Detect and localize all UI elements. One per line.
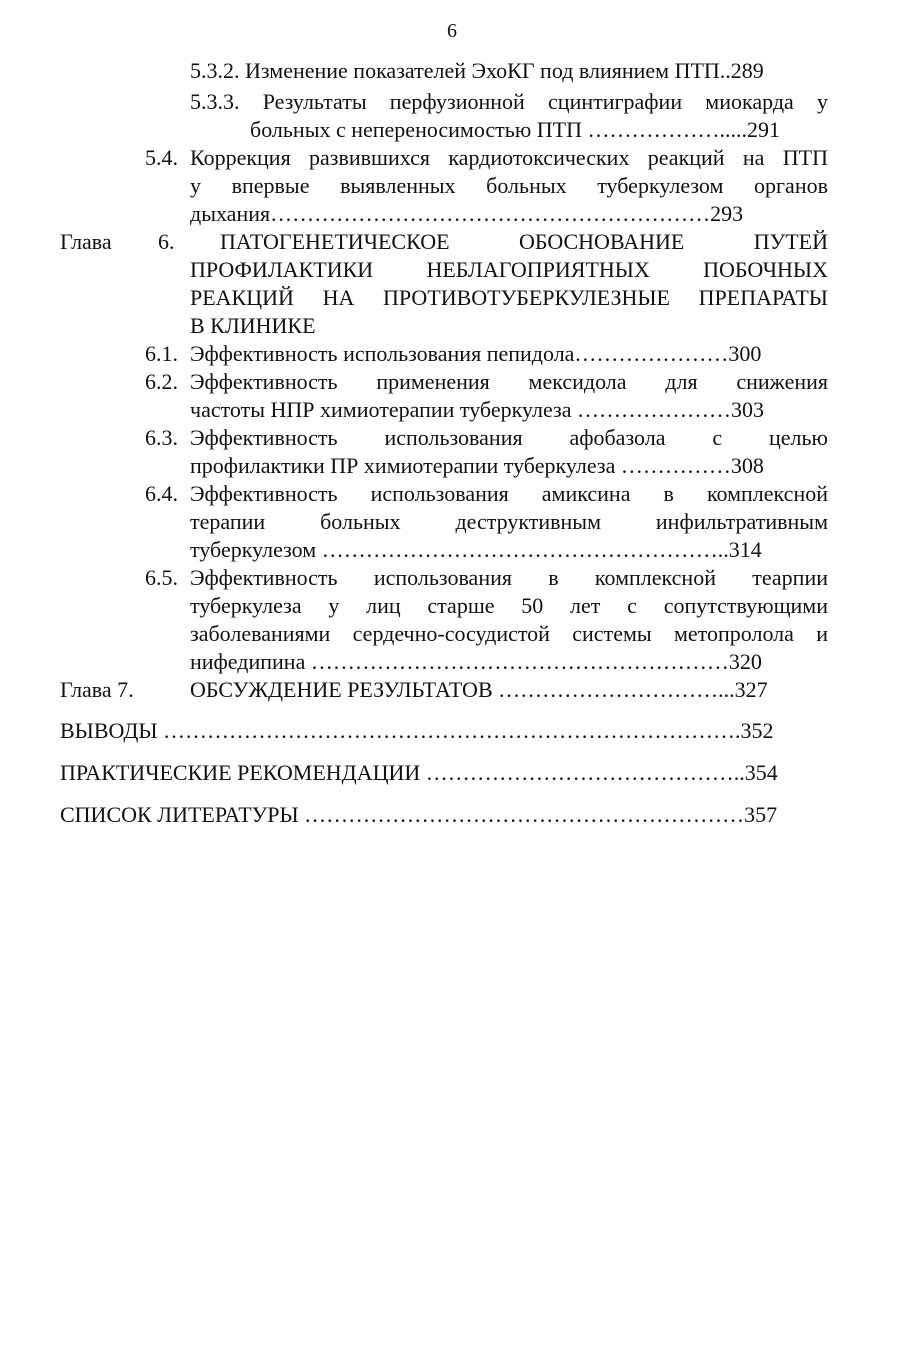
toc-entry-6-3-number: 6.3.	[145, 425, 178, 450]
toc-entry-6-4-number: 6.4.	[145, 481, 178, 506]
toc-entry-6-2-number: 6.2.	[145, 369, 178, 394]
page-number: 6	[447, 20, 457, 42]
chapter-7-title: ОБСУЖДЕНИЕ РЕЗУЛЬТАТОВ …………………………...327	[190, 677, 768, 702]
chapter-6-title-4: В КЛИНИКЕ	[190, 313, 316, 338]
toc-entry-6-3-cont: профилактики ПР химиотерапии туберкулеза ……………308	[190, 453, 764, 478]
toc-conclusions: ВЫВОДЫ …………………………………………………………………….352	[60, 718, 774, 743]
chapter-6-title-3: РЕАКЦИЙ НА ПРОТИВОТУБЕРКУЛЕЗНЫЕ ПРЕПАРАТЫ	[190, 285, 828, 310]
chapter-7-label: Глава 7.	[60, 677, 134, 702]
toc-entry-6-5-cont-3: нифедипина …………………………………………………320	[190, 649, 762, 674]
toc-entry-5-4-cont: у впервые выявленных больных туберкулезом органов	[190, 173, 828, 198]
toc-entry-5-3-2: 5.3.2. Изменение показателей ЭхоКГ под влиянием ПТП..289	[190, 58, 764, 83]
toc-entry-5-3-3: 5.3.3. Результаты перфузионной сцинтиграфии миокарда у	[190, 89, 828, 114]
toc-entry-6-2-cont: частоты НПР химиотерапии туберкулеза …………………303	[190, 397, 764, 422]
chapter-6-title-2: ПРОФИЛАКТИКИ НЕБЛАГОПРИЯТНЫХ ПОБОЧНЫХ	[190, 257, 828, 282]
toc-entry-6-1: Эффективность использования пепидола…………………300	[190, 341, 762, 366]
toc-entry-6-1-number: 6.1.	[145, 341, 178, 366]
toc-references: СПИСОК ЛИТЕРАТУРЫ ……………………………………………………357	[60, 802, 778, 827]
toc-entry-6-4-cont: терапии больных деструктивным инфильтративным	[190, 509, 828, 534]
toc-entry-5-4-cont-2: дыхания……………………………………………………293	[190, 201, 744, 226]
toc-entry-6-5-number: 6.5.	[145, 565, 178, 590]
toc-entry-6-4-cont-2: туберкулезом ………………………………………………..314	[190, 537, 762, 562]
toc-practical-recommendations: ПРАКТИЧЕСКИЕ РЕКОМЕНДАЦИИ ……………………………………..354	[60, 760, 778, 785]
toc-entry-6-3: Эффективность использования афобазола с целью	[190, 425, 828, 450]
chapter-6-label: Глава	[60, 229, 112, 254]
toc-entry-5-4-number: 5.4.	[145, 145, 178, 170]
toc-entry-6-2: Эффективность применения мексидола для снижения	[190, 369, 828, 394]
toc-entry-6-5-cont-2: заболеваниями сердечно-сосудистой системы метопролола и	[190, 621, 828, 646]
chapter-6-title: ПАТОГЕНЕТИЧЕСКОЕ ОБОСНОВАНИЕ ПУТЕЙ	[220, 229, 828, 254]
toc-entry-6-5-cont: туберкулеза у лиц старше 50 лет с сопутствующими	[190, 593, 828, 618]
toc-entry-6-4: Эффективность использования амиксина в комплексной	[190, 481, 828, 506]
chapter-6-number: 6.	[158, 229, 175, 254]
toc-entry-5-4: Коррекция развившихся кардиотоксических реакций на ПТП	[190, 145, 828, 170]
toc-entry-5-3-3-cont: больных с непереносимостью ПТП ……………….....291	[250, 117, 780, 142]
toc-entry-6-5: Эффективность использования в комплексной теарпии	[190, 565, 828, 590]
